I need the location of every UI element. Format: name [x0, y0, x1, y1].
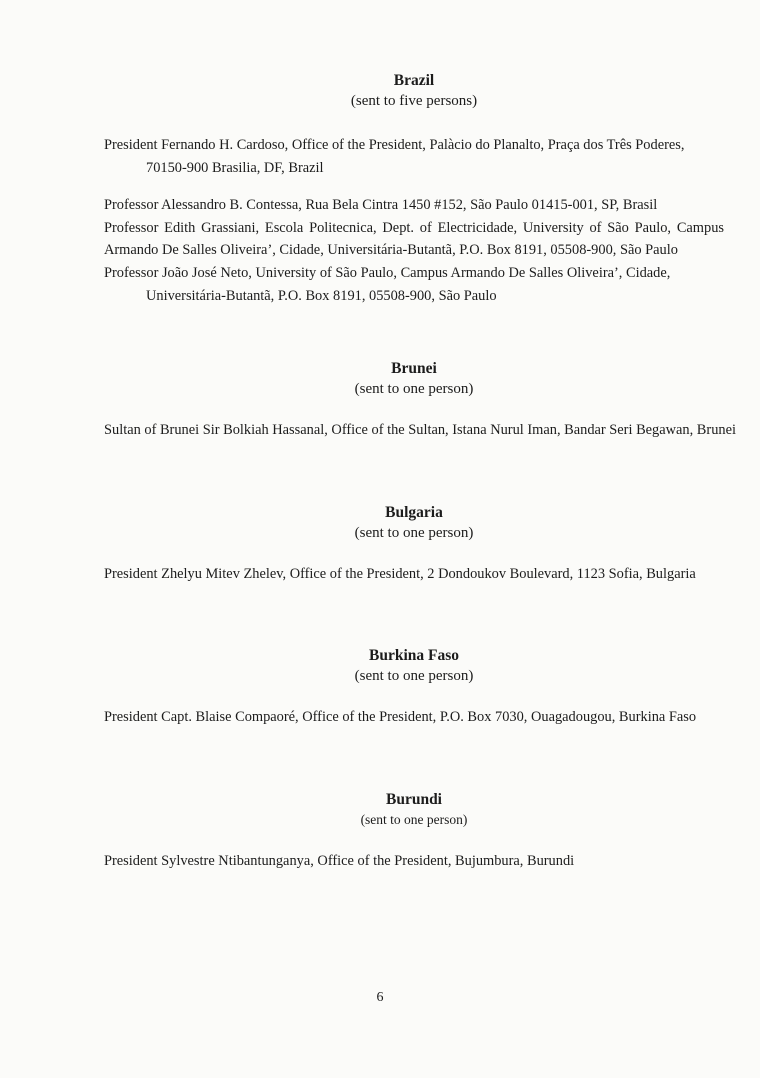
recipient-entry: President Sylvestre Ntibantunganya, Office of the President, Bujumbura, Burundi: [104, 853, 575, 869]
recipient-entry: Sultan of Brunei Sir Bolkiah Hassanal, Office of the Sultan, Istana Nurul Iman, Bandar Seri Begawan, Brunei: [104, 422, 736, 438]
section-brazil: [104, 71, 724, 307]
section-bulgaria: [104, 503, 724, 586]
recipient-entry: Professor Alessandro B. Contessa, Rua Bela Cintra 1450 #152, São Paulo 01415-001, SP, Brasil: [104, 197, 658, 214]
page-number: 6: [376, 990, 384, 1005]
section-burundi: [104, 790, 724, 873]
recipient-list: [104, 134, 724, 307]
recipient-list: [104, 706, 724, 729]
recipient-entry: Professor João José Neto, University of São Paulo, Campus Armando De Salles Oliveira’, Cidade, Universitária-Butantã, P.O. Box 8191, 05508-900, São Paulo: [104, 264, 671, 304]
section-brunei: [104, 359, 736, 442]
country-heading: Burundi: [385, 791, 442, 808]
recipient-count-note: (sent to one person): [360, 812, 468, 827]
country-heading: Brazil: [393, 72, 435, 89]
recipient-entry: President Capt. Blaise Compaoré, Office of the President, P.O. Box 7030, Ouagadougou, Burkina Faso: [104, 709, 697, 725]
recipient-entry: President Fernando H. Cardoso, Office of the President, Palàcio do Planalto, Praça dos Três Poderes, 70150-900 Brasilia, DF, Brazil: [104, 137, 685, 176]
recipient-entry: President Zhelyu Mitev Zhelev, Office of the President, 2 Dondoukov Boulevard, 1123 Sofia, Bulgaria: [104, 566, 696, 582]
section-burkina-faso: [104, 646, 724, 729]
country-heading: Bulgaria: [385, 504, 443, 521]
country-heading: Brunei: [391, 360, 437, 377]
recipient-count-note: (sent to one person): [354, 668, 474, 684]
recipient-entry: Professor Edith Grassiani, Escola Politecnica, Dept. of Electricidade, University of São Paulo, Campus Armando De Salles Oliveira’, Cidade, Universitária-Butantã, P.O. Box 8191, 05508-900, São Paulo: [104, 219, 724, 259]
recipient-list: [104, 419, 736, 442]
recipient-list: [104, 563, 724, 586]
country-heading: Burkina Faso: [368, 647, 459, 664]
recipient-count-note: (sent to one person): [354, 381, 474, 397]
recipient-count-note: (sent to five persons): [350, 93, 478, 109]
recipient-count-note: (sent to one person): [354, 525, 474, 541]
recipient-list: [104, 850, 724, 873]
